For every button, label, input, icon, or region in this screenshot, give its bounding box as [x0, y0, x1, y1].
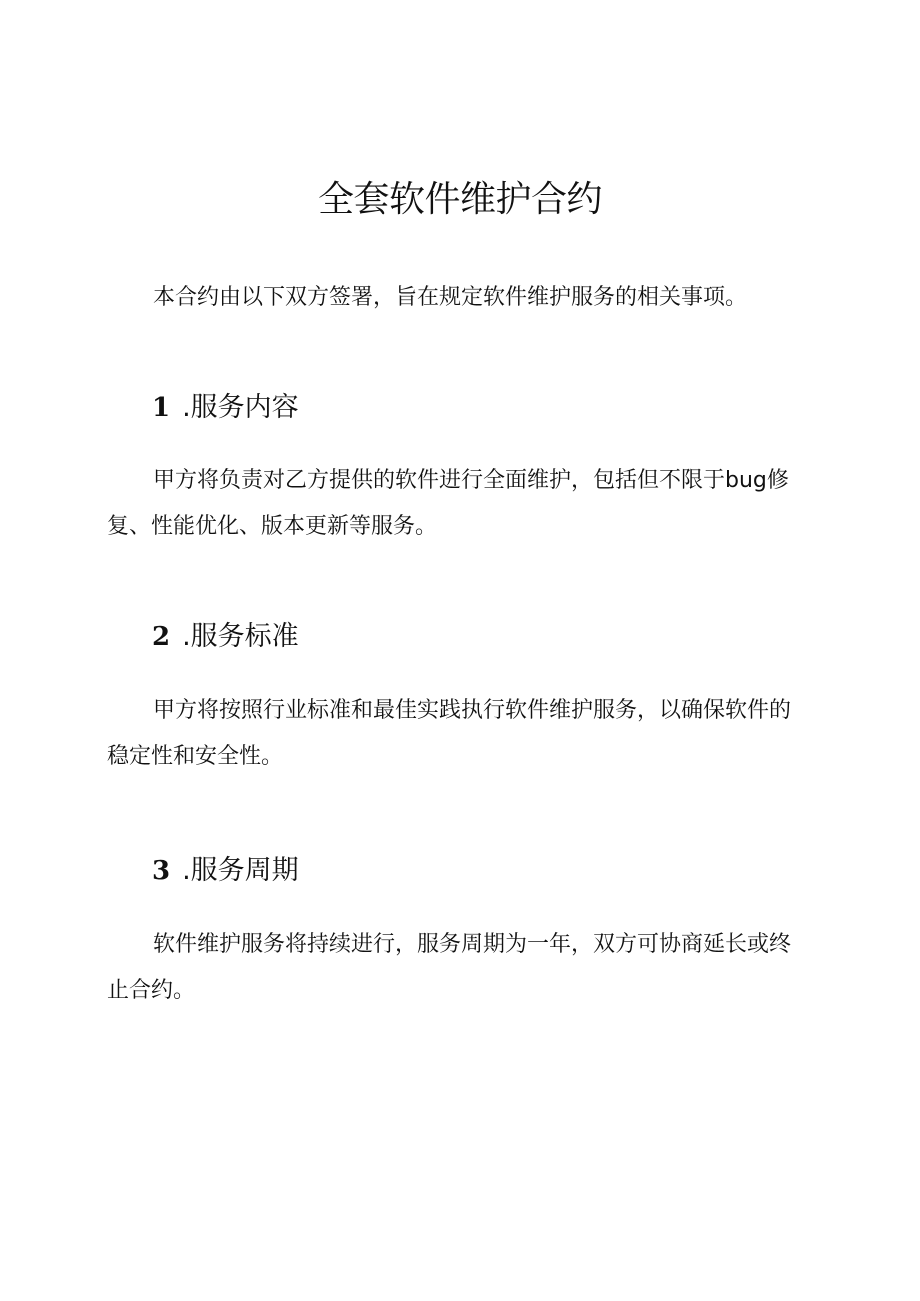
intro-paragraph: 本合约由以下双方签署，旨在规定软件维护服务的相关事项。	[153, 285, 748, 310]
section-title: .服务周期	[182, 855, 299, 886]
section-body-2: 甲方将按照行业标准和最佳实践执行软件维护服务，以确保软件的稳定性和安全性。	[107, 698, 792, 769]
section-heading-3	[152, 853, 299, 889]
section-title: .服务内容	[182, 392, 299, 423]
section-heading-1	[152, 390, 299, 426]
section-number: 1	[152, 393, 171, 423]
section-body-3: 软件维护服务将持续进行，服务周期为一年，双方可协商延长或终止合约。	[107, 932, 792, 1003]
section-title: .服务标准	[182, 621, 299, 652]
section-heading-2	[152, 619, 299, 655]
section-body-1: 甲方将负责对乙方提供的软件进行全面维护，包括但不限于bug修复、性能优化、版本更新等服务。	[107, 468, 789, 539]
section-number: 3	[152, 856, 171, 886]
document-title: 全套软件维护合约	[317, 179, 602, 220]
section-number: 2	[152, 622, 171, 652]
